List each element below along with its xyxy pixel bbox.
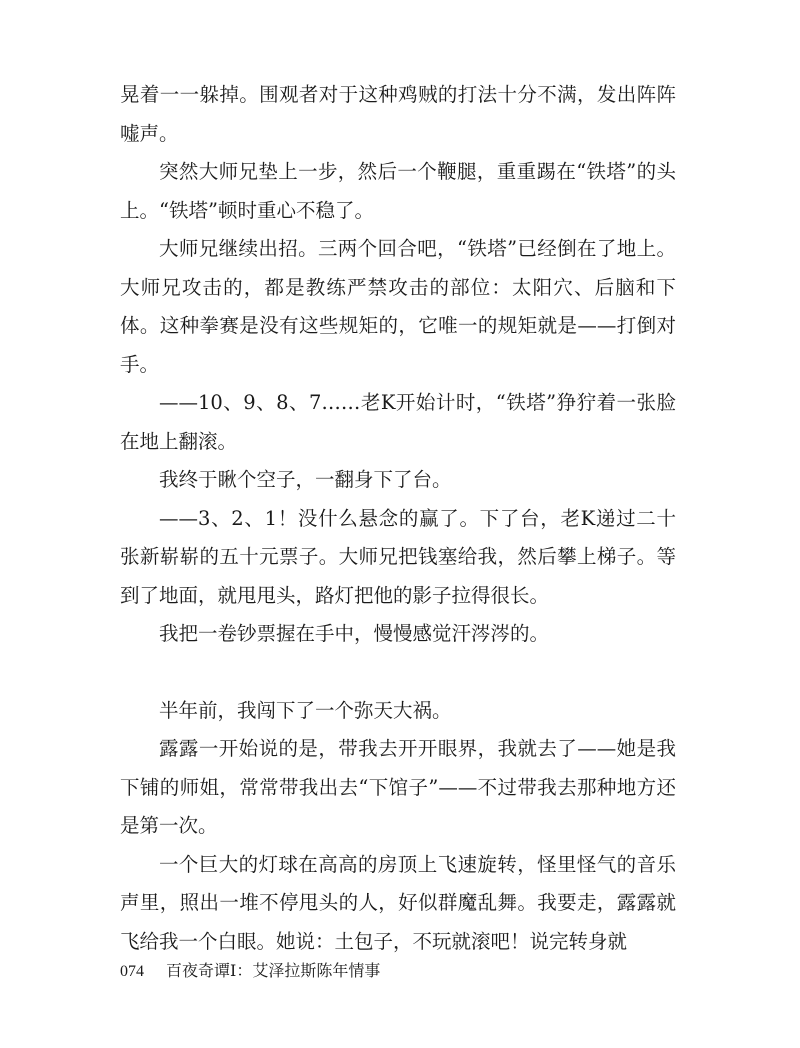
paragraph: 露露一开始说的是，带我去开开眼界，我就去了——她是我下铺的师姐，常常带我出去“下馆子”——不过带我去那种地方还是第一次。 — [120, 737, 676, 837]
body-text — [120, 76, 676, 961]
page-footer — [120, 960, 380, 983]
paragraph: 半年前，我闯下了一个弥天大祸。 — [159, 698, 452, 722]
paragraph: ——3、2、1！没什么悬念的赢了。下了台，老K递过二十张新崭崭的五十元票子。大师兄把钱塞给我，然后攀上梯子。等到了地面，就甩甩头，路灯把他的影子拉得很长。 — [120, 506, 676, 607]
book-title: 百夜奇谭Ⅰ：艾泽拉斯陈年情事 — [166, 961, 381, 980]
section-break — [120, 654, 676, 692]
paragraph: 一个巨大的灯球在高高的房顶上飞速旋转，怪里怪气的音乐声里，照出一堆不停甩头的人，好似群魔乱舞。我要走，露露就飞给我一个白眼。她说：土包子，不玩就滚吧！说完转身就 — [120, 852, 676, 953]
paragraph-continued: 晃着一一躲掉。围观者对于这种鸡贼的打法十分不满，发出阵阵嘘声。 — [120, 83, 676, 145]
paragraph: 我把一卷钞票握在手中，慢慢感觉汗涔涔的。 — [159, 622, 550, 645]
page-number: 074 — [120, 963, 144, 980]
paragraph: ——10、9、8、7……老K开始计时，“铁塔”狰狞着一张脸在地上翻滚。 — [120, 391, 676, 453]
paragraph: 突然大师兄垫上一步，然后一个鞭腿，重重踢在“铁塔”的头上。“铁塔”顿时重心不稳了。 — [120, 160, 676, 222]
paragraph: 我终于瞅个空子，一翻身下了台。 — [159, 468, 452, 491]
paragraph: 大师兄继续出招。三两个回合吧，“铁塔”已经倒在了地上。大师兄攻击的，都是教练严禁攻击的部位：太阳穴、后脑和下体。这种拳赛是没有这些规矩的，它唯一的规矩就是——打倒对手。 — [120, 237, 676, 376]
